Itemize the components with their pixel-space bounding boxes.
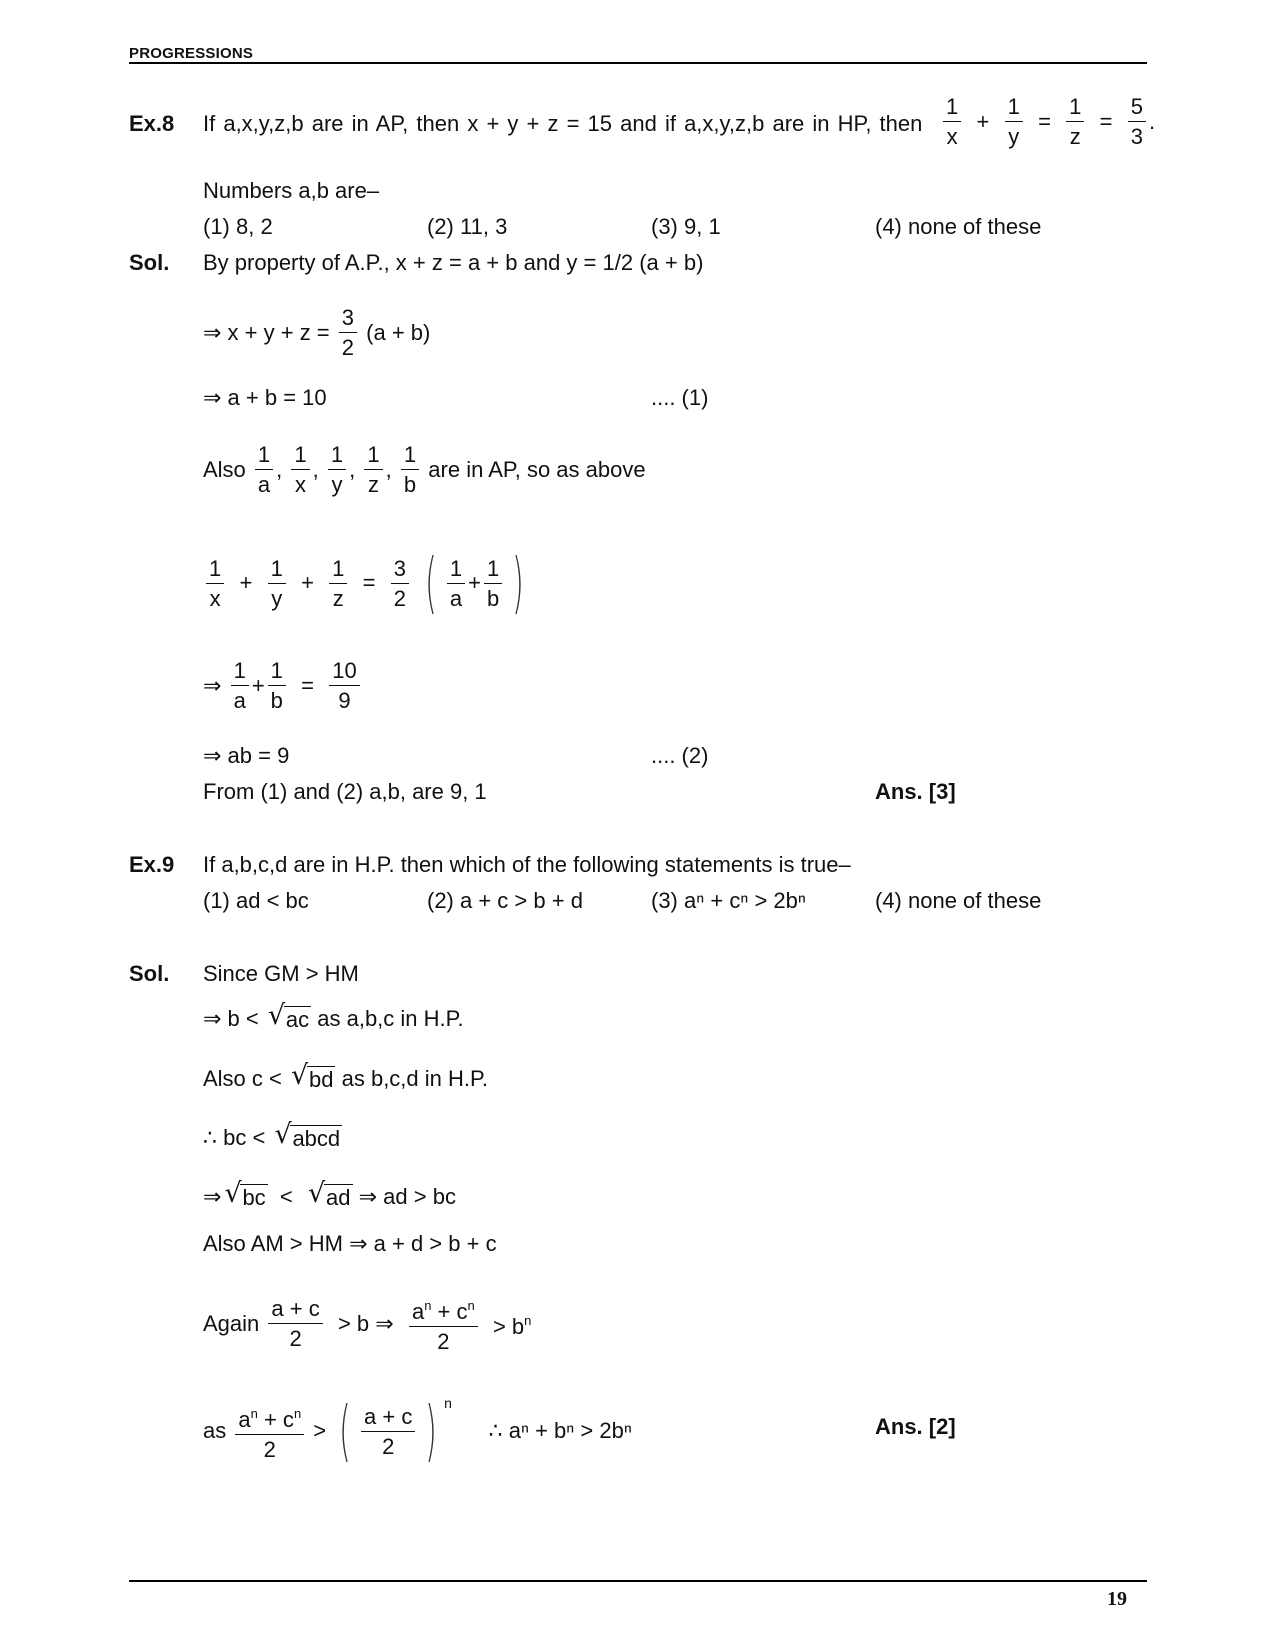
line-b-post: as a,b,c in H.P. <box>317 1006 464 1032</box>
line-c-radicand: bd <box>309 1066 334 1092</box>
ex9-answer: Ans. [2] <box>875 1414 956 1439</box>
ex8-eq-reciprocal-sum: $\frac{1}{x}$ + $\frac{1}{y}$ + $\frac{1}{z}$ = $\frac{3}{2}$ ( $\frac{1}{a}$ + $\frac{1}{b}$ ) <box>203 550 531 616</box>
ex8-sol-line1: By property of A.P., x + z = a + b and y = 1/2 (a + b) <box>203 250 704 275</box>
ex8-ref2: .... (2) <box>651 743 709 768</box>
also-suffix: are in AP, so as above <box>428 456 646 482</box>
ex9-line-sqrt: ⇒√ bc < √ ad ⇒ ad > bc <box>203 1183 456 1211</box>
line-sq-post: ⇒ ad > bc <box>358 1184 456 1210</box>
page-header-title: PROGRESSIONS <box>129 45 254 62</box>
ex8-eq-reciprocal-ab: ⇒ $\frac{1}{a}$ + $\frac{1}{b}$ = $\frac{10}{9}$ <box>203 656 363 715</box>
again-word: Again <box>203 1310 260 1336</box>
ex9-option-3: (3) aⁿ + cⁿ > 2bⁿ <box>651 888 806 913</box>
ex8-question: If a,x,y,z,b are in AP, then x + y + z = 15 and if a,x,y,z,b are in HP, then <box>203 111 923 136</box>
ex8-answer: Ans. [3] <box>875 779 956 804</box>
ex9-option-1: (1) ad < bc <box>203 888 309 913</box>
ex8-option-2: (2) 11, 3 <box>427 214 508 239</box>
ex8-ref1: .... (1) <box>651 385 709 410</box>
line-sq-radicand-1: bc <box>242 1184 266 1210</box>
ex8-eq-ab-sum: ⇒ a + b = 10 <box>203 385 327 410</box>
line-c-post: as b,c,d in H.P. <box>341 1066 488 1092</box>
ex8-hp-relation: $\frac{1}{x}$ + $\frac{1}{y}$ = $\frac{1}{z}$ = $\frac{5}{3}$ . <box>940 92 1155 151</box>
also-prefix: Also <box>203 456 246 482</box>
line-bc-pre: ∴ bc < <box>203 1125 266 1151</box>
ex8-option-1: (1) 8, 2 <box>203 214 273 239</box>
line-bc-radicand: abcd <box>292 1125 341 1151</box>
as-word: as <box>203 1418 227 1443</box>
ex8-eq-ab-prod: ⇒ ab = 9 <box>203 743 290 768</box>
ex8-prompt: Numbers a,b are– <box>203 178 380 203</box>
ex8-label: Ex.8 <box>129 111 175 136</box>
line-sq-radicand-2: ad <box>326 1184 351 1210</box>
ex8-option-4: (4) none of these <box>875 214 1042 239</box>
footer-rule <box>129 1580 1147 1582</box>
ex9-sol-label: Sol. <box>129 961 170 986</box>
ex8-also-ap: Also $\frac{1}{a}$ , $\frac{1}{x}$ , $\frac{1}{y}$ , $\frac{1}{z}$ , $\frac{1}{b}$ are in AP, so as above <box>203 442 646 497</box>
therefore-line: ∴ aⁿ + bⁿ > 2bⁿ <box>488 1418 632 1443</box>
page-number: 19 <box>1107 1588 1127 1610</box>
ex9-line-bc <box>203 1124 342 1152</box>
ex8-option-3: (3) 9, 1 <box>651 214 721 239</box>
ex8-eq-xyz: ⇒ x + y + z = $\frac{3}{2}$ (a + b) <box>203 305 431 360</box>
ex9-again: Again $\frac{a + c}{2}$ > b ⇒ $\frac{a^n + c^n}{2}$ > $b^n$ <box>203 1291 531 1356</box>
line-b-radicand: ac <box>285 1006 310 1032</box>
ex9-option-2: (2) a + c > b + d <box>427 888 583 913</box>
ex9-line-c <box>203 1065 488 1093</box>
ex9-line-b <box>203 1005 464 1033</box>
ex8-sol-label: Sol. <box>129 250 170 275</box>
ex9-question: If a,b,c,d are in H.P. then which of the following statements is true– <box>203 852 851 877</box>
eq-xyz-lhs: ⇒ x + y + z = <box>203 319 330 345</box>
eq-xyz-rhs: (a + b) <box>366 319 431 345</box>
ex9-option-4: (4) none of these <box>875 888 1042 913</box>
ex9-as-line: as $\frac{a^n + c^n}{2}$ > ( $\frac{a + c}{2}$ ) n ∴ aⁿ + bⁿ > 2bⁿ <box>203 1392 632 1469</box>
ex8-conclusion: From (1) and (2) a,b, are 9, 1 <box>203 779 487 804</box>
ex9-since: Since GM > HM <box>203 961 359 986</box>
header-rule <box>129 62 1147 64</box>
ex9-label: Ex.9 <box>129 852 175 877</box>
line-b-pre: ⇒ b < <box>203 1006 259 1032</box>
ex9-line-am: Also AM > HM ⇒ a + d > b + c <box>203 1231 497 1256</box>
line-c-pre: Also c < <box>203 1066 282 1092</box>
